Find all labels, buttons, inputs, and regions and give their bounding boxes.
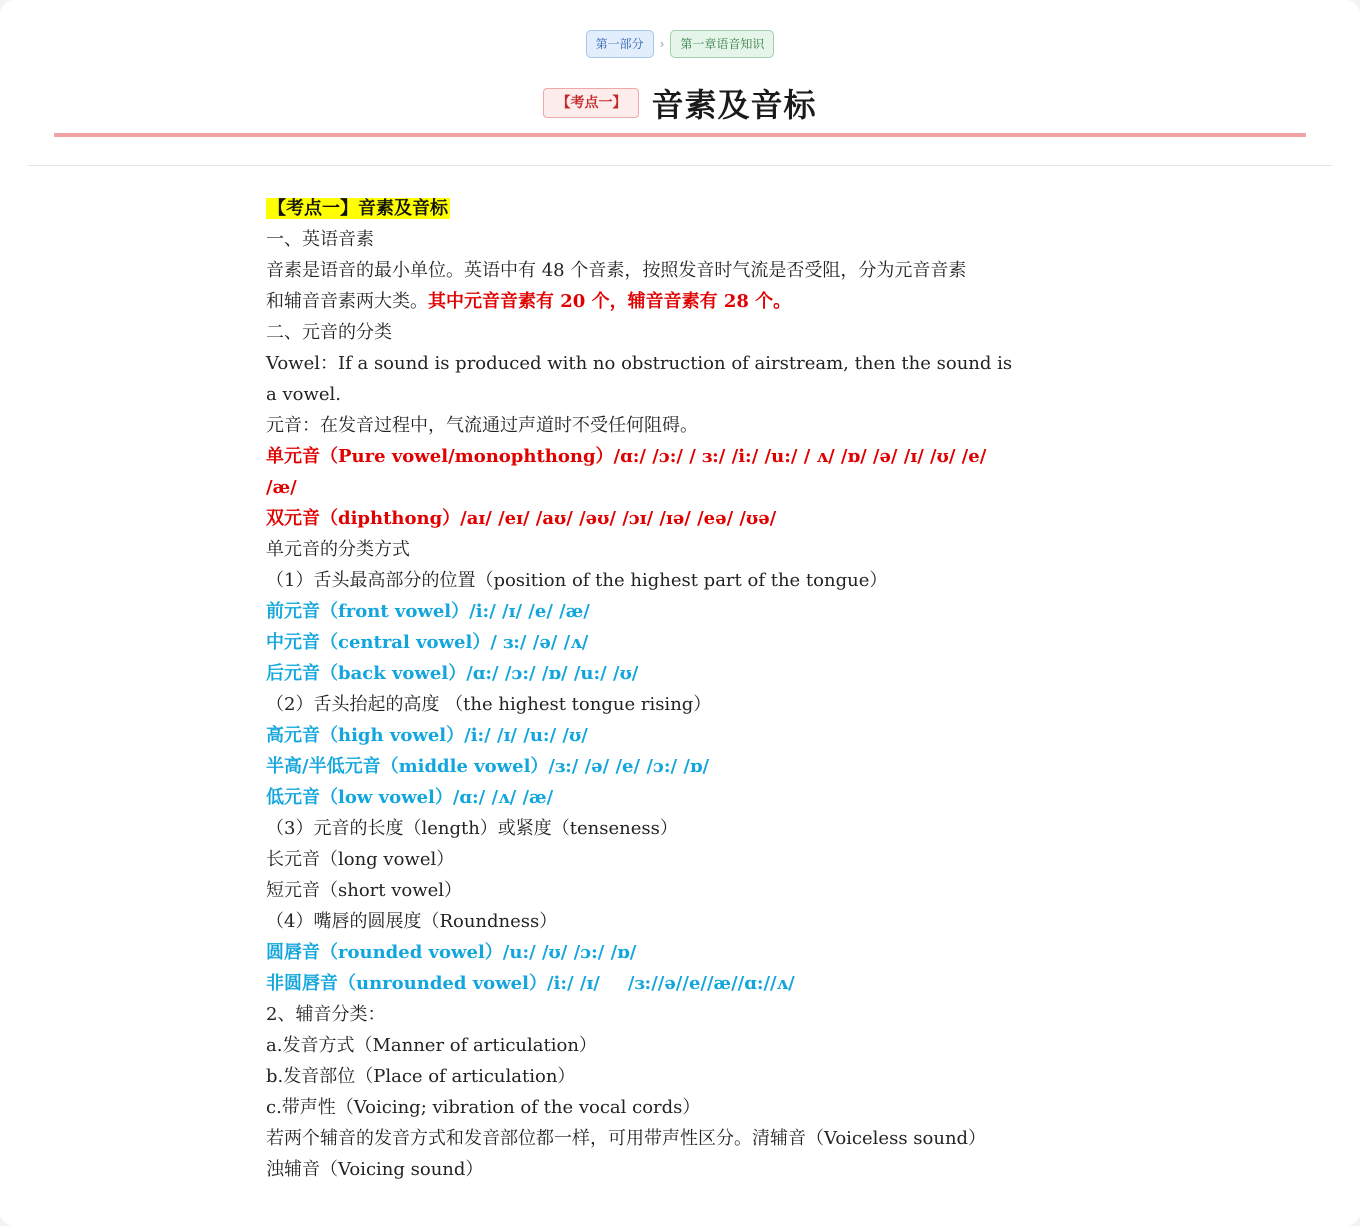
criterion-title: （4）嘴唇的圆展度（Roundness）: [266, 911, 558, 932]
title-tag-badge: 【考点一】: [543, 88, 639, 118]
consonant-criterion: a.发音方式（Manner of articulation）: [266, 1035, 597, 1056]
criterion-title: （2）舌头抬起的高度 （the highest tongue rising）: [266, 694, 712, 715]
short-vowel-label: 短元音（short vowel）: [266, 880, 463, 901]
long-vowel-label: 长元音（long vowel）: [266, 849, 455, 870]
unrounded-vowel-extra: /ɜ://ə//e//æ//ɑ://ʌ/: [627, 973, 795, 994]
criterion-title: （3）元音的长度（length）或紧度（tenseness）: [266, 818, 678, 839]
page-title-row: [0, 80, 1360, 126]
unrounded-vowel-text: 非圆唇音（unrounded vowel）/i:/ /ɪ/: [266, 973, 600, 994]
header-divider: [28, 165, 1332, 166]
section-heading: [266, 193, 1126, 224]
central-vowel-list: 中元音（central vowel）/ ɜ:/ /ə/ /ʌ/: [266, 632, 589, 653]
key-fact-text: 其中元音音素有 20 个，辅音音素有 28 个。: [428, 291, 792, 312]
article-body: [266, 193, 1126, 1185]
sec2-title: 二、元音的分类: [266, 322, 392, 343]
unrounded-vowel-list: [266, 968, 1126, 999]
vowel-definition: Vowel：If a sound is produced with no obstruction of airstream, then the sound is: [266, 353, 1013, 374]
diphthong-list: 双元音（diphthong）/aɪ/ /eɪ/ /aʊ/ /əʊ/ /ɔɪ/ /ɪə/ /eə/ /ʊə/: [266, 508, 777, 529]
classification-title: 单元音的分类方式: [266, 539, 410, 560]
vowel-definition-cn: 元音：在发音过程中，气流通过声道时不受任何阻碍。: [266, 415, 698, 436]
consonant-criterion: c.带声性（Voicing; vibration of the vocal cords）: [266, 1097, 701, 1118]
breadcrumb-chapter[interactable]: 第一章语音知识: [670, 30, 774, 58]
paragraph-line: 音素是语音的最小单位。英语中有 48 个音素，按照发音时气流是否受阻，分为元音音素: [266, 260, 967, 281]
title-underline: [54, 133, 1306, 137]
consonant-criterion: b.发音部位（Place of articulation）: [266, 1066, 576, 1087]
voiced-consonant-label: 浊辅音（Voicing sound）: [266, 1159, 484, 1180]
monophthong-list: /æ/: [266, 477, 297, 498]
rounded-vowel-list: 圆唇音（rounded vowel）/u:/ /ʊ/ /ɔ:/ /ɒ/: [266, 942, 637, 963]
vowel-definition: a vowel.: [266, 384, 341, 405]
breadcrumb: [0, 30, 1360, 58]
consonant-title: 2、辅音分类：: [266, 1004, 386, 1025]
criterion-title: （1）舌头最高部分的位置（position of the highest part of the tongue）: [266, 570, 888, 591]
page-title: 音素及音标: [651, 86, 817, 124]
highlighted-heading: 【考点一】音素及音标: [268, 198, 448, 219]
middle-vowel-list: 半高/半低元音（middle vowel）/ɜ:/ /ə/ /e/ /ɔ:/ /ɒ/: [266, 756, 710, 777]
back-vowel-list: 后元音（back vowel）/ɑ:/ /ɔ:/ /ɒ/ /u:/ /ʊ/: [266, 663, 639, 684]
front-vowel-list: 前元音（front vowel）/i:/ /ɪ/ /e/ /æ/: [266, 601, 590, 622]
voicing-explanation: 若两个辅音的发音方式和发音部位都一样，可用带声性区分。清辅音（Voiceless sound）: [266, 1128, 987, 1149]
low-vowel-list: 低元音（low vowel）/ɑ:/ /ʌ/ /æ/: [266, 787, 554, 808]
breadcrumb-part[interactable]: 第一部分: [586, 30, 654, 58]
sec1-title: 一、英语音素: [266, 229, 374, 250]
paragraph-text: 和辅音音素两大类。: [266, 291, 428, 312]
high-vowel-list: 高元音（high vowel）/i:/ /ɪ/ /u:/ /ʊ/: [266, 725, 588, 746]
paragraph-line: [266, 286, 1126, 317]
chevron-right-icon: ›: [659, 37, 665, 51]
monophthong-list: 单元音（Pure vowel/monophthong）/ɑ:/ /ɔ:/ / ɜ:/ /i:/ /u:/ / ʌ/ /ɒ/ /ə/ /ɪ/ /ʊ/ /e/: [266, 446, 987, 467]
